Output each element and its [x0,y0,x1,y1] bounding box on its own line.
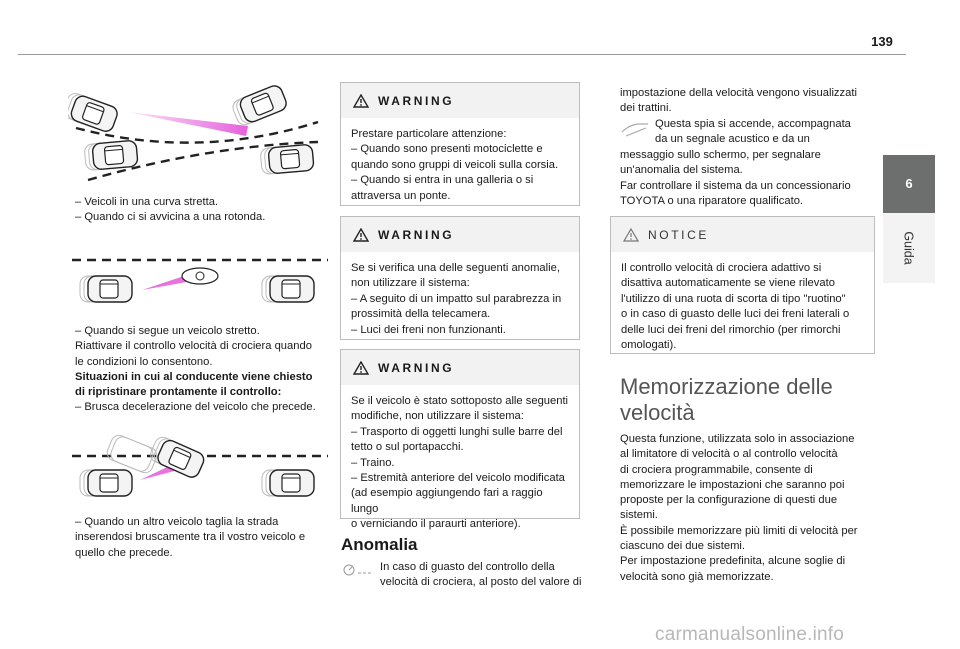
text-line: velocità di crociera, al posto del valore di [380,576,582,589]
text-line: – A seguito di un impatto sul parabrezza in [351,292,562,305]
warning-title: WARNING [378,93,455,108]
text-line: di crociera programmabile, consente di [620,463,813,476]
text-line: tetto o sul portapacchi. [351,441,464,454]
text-line: – Brusca decelerazione del veicolo che precede. [75,401,316,414]
text-line: delle luci dei freni del rimorchio (per rimorchi [621,323,841,336]
notice-header [611,217,874,252]
text-line: – Quando sono presenti motociclette e [351,143,543,156]
text-line: sistemi. [620,509,658,522]
text-line: o verniciando il paraurti anteriore). [351,518,521,531]
warning-box-1 [340,82,580,206]
chapter-tab-label[interactable]: Guida [883,213,935,283]
cruise-warning-icon [620,120,652,138]
warning-box-3 [340,349,580,531]
text-line: attraversa un ponte. [351,189,451,202]
curve-figure [68,82,330,194]
warning-title: WARNING [378,360,455,375]
bold-line: Situazioni in cui al conducente viene chiesto [75,370,313,383]
chapter-tab-number[interactable]: 6 [883,155,935,213]
header-divider [18,54,906,55]
cruise-display-icon [342,563,374,577]
warning-header [341,83,579,118]
notice-title: NOTICE [648,227,709,242]
text-line: Far controllare il sistema da un concessionario [620,179,851,192]
text-line: – Estremità anteriore del veicolo modificata [351,472,565,485]
text-line: – Trasporto di oggetti lunghi sulle barre del [351,425,563,438]
text-line: TOYOTA o una riparatore qualificato. [620,194,804,207]
text-line: Questa spia si accende, accompagnata [655,118,851,130]
col3-intro [620,86,880,117]
memorizzazione-heading [620,374,833,426]
text-line: le condizioni lo consentono. [75,355,213,368]
text-line: – Quando si entra in una galleria o si [351,174,534,187]
text-line: – Quando si segue un veicolo stretto. [75,325,260,337]
text-line: – Quando ci si avvicina a una rotonda. [75,211,266,224]
text-line: inserendosi bruscamente tra il vostro veicolo e [75,531,306,544]
text-line: In caso di guasto del controllo della [380,561,555,573]
text-line: Per impostazione predefinita, alcune soglie di [620,555,846,568]
text-line: l'utilizzo di una ruota di scorta di tipo "ruotino" [621,292,846,305]
text-line: al limitatore di velocità o al controllo velocità [620,448,838,461]
cut-in-figure [70,422,332,504]
text-line: omologati). [621,339,677,352]
warning-title: WARNING [378,227,455,242]
memorizzazione-text [620,432,882,585]
text-line: non utilizzare il sistema: [351,277,470,290]
text-line: proposte per la configurazione di questi due [620,494,838,507]
warning-triangle-icon [353,228,369,242]
heading-line: velocità [620,400,695,425]
fig2-caption [75,324,350,416]
text-line: dei trattini. [620,102,672,115]
text-line: o in caso di guasto delle luci dei freni laterali o [621,308,850,321]
notice-triangle-icon [623,228,639,242]
text-line: un'anomalia del sistema. [620,164,743,177]
text-line: È possibile memorizzare più limiti di velocità per [620,524,858,537]
text-line: modifiche, non utilizzare il sistema: [351,410,524,423]
text-line: Il controllo velocità di crociera adattivo si [621,262,822,274]
follow-figure [70,250,332,310]
bold-line: di ripristinare prontamente il controllo: [75,386,282,399]
text-line: Riattivare il controllo velocità di crociera quando [75,340,312,353]
anomalia-text [380,560,590,591]
notice-box [610,216,875,354]
warning-triangle-icon [353,94,369,108]
text-line: Se si verifica una delle seguenti anomalie, [351,262,560,274]
text-line: quando sono gruppi di veicoli sulla corsia. [351,158,559,171]
text-line: prossimità della telecamera. [351,308,491,321]
text-line: Se il veicolo è stato sottoposto alle seguenti [351,395,569,407]
text-line: memorizzare le impostazioni che saranno poi [620,478,845,491]
heading-line: Memorizzazione delle [620,374,833,399]
col3-rest [620,148,880,209]
text-line: da un segnale acustico e da un [655,133,810,146]
text-line: velocità sono già memorizzate. [620,570,774,583]
anomalia-heading: Anomalia [341,535,418,554]
text-line: disattiva automaticamente se viene rilevato [621,277,835,290]
warning-triangle-icon [353,361,369,375]
text-line: Prestare particolare attenzione: [351,128,507,140]
text-line: ciascuno dei due sistemi. [620,540,745,553]
text-line: – Veicoli in una curva stretta. [75,196,219,208]
text-line: impostazione della velocità vengono visualizzati [620,87,857,99]
text-line: – Traino. [351,456,395,469]
text-line: – Quando un altro veicolo taglia la strada [75,516,279,528]
spia-text [655,117,885,148]
page-number: 139 [871,34,893,49]
warning-header [341,217,579,252]
text-line: messaggio sullo schermo, per segnalare [620,149,821,161]
warning-box-2 [340,216,580,340]
text-line: – Luci dei freni non funzionanti. [351,323,506,336]
text-line: Questa funzione, utilizzata solo in associazione [620,433,855,445]
warning-header [341,350,579,385]
watermark[interactable]: carmanualsonline.info [655,624,845,645]
fig3-caption [75,515,350,561]
text-line: (ad esempio aggiungendo fari a raggio lungo [351,487,543,515]
text-line: quello che precede. [75,546,173,559]
fig1-caption [75,195,345,226]
